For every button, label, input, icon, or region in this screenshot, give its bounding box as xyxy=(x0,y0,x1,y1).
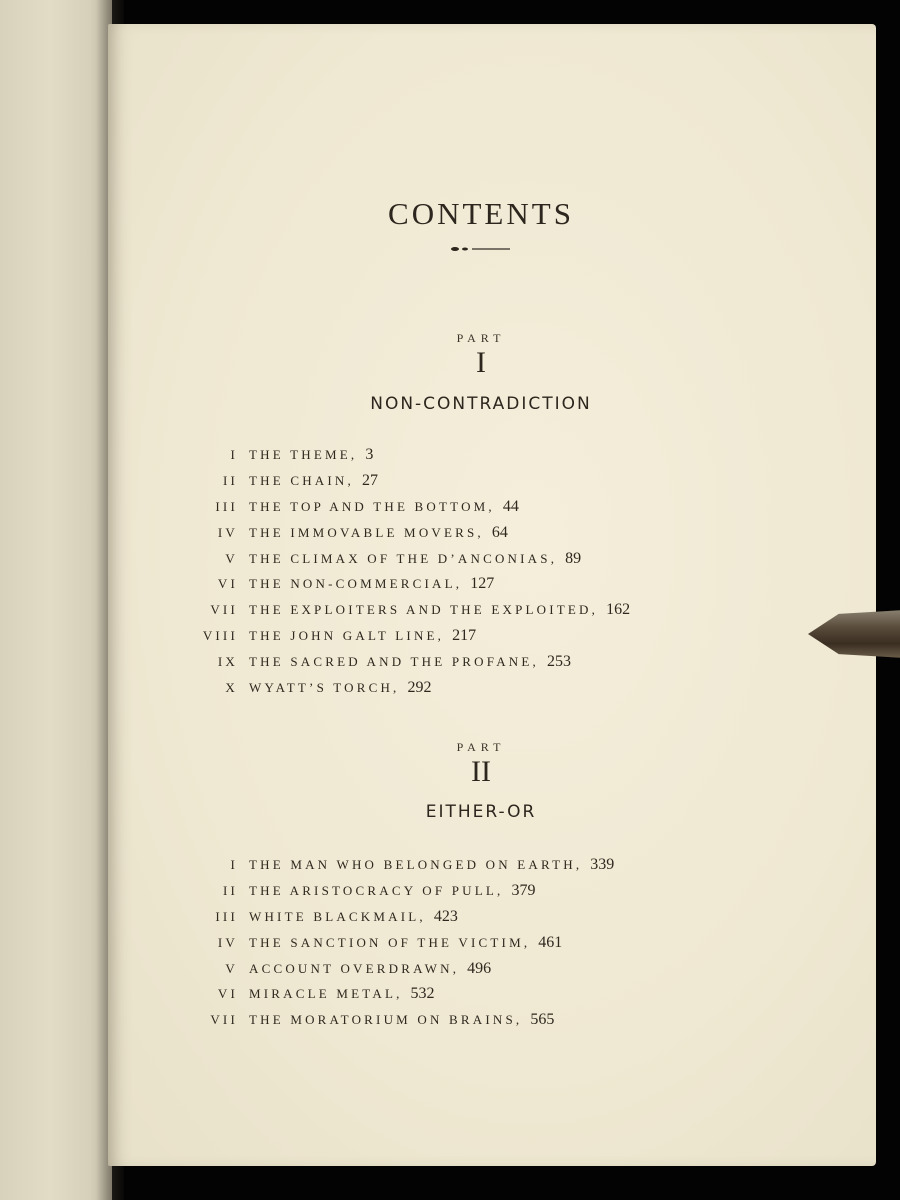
part-label: PART xyxy=(456,331,506,345)
chapter-entry[interactable] xyxy=(0,878,900,904)
part-numeral: II xyxy=(471,755,491,788)
chapter-entry[interactable] xyxy=(0,520,900,546)
chapter-entry[interactable] xyxy=(0,623,900,649)
chapter-number: VII xyxy=(210,602,238,618)
chapter-title: THE EXPLOITERS AND THE EXPLOITED, xyxy=(249,602,599,618)
chapter-number: VI xyxy=(217,576,238,592)
chapter-title: THE IMMOVABLE MOVERS, xyxy=(249,524,484,540)
chapter-number: III xyxy=(215,908,238,924)
chapter-entry[interactable] xyxy=(0,852,900,878)
chapter-title: THE SACRED AND THE PROFANE, xyxy=(249,654,539,670)
chapter-entry[interactable] xyxy=(0,956,900,982)
part-title: NON-CONTRADICTION xyxy=(370,394,592,414)
chapter-number: VI xyxy=(217,986,238,1002)
page-title: CONTENTS xyxy=(388,196,574,231)
chapter-list-part-2 xyxy=(0,852,900,1033)
chapter-title: THE ARISTOCRACY OF PULL, xyxy=(249,882,504,898)
chapter-title: ACCOUNT OVERDRAWN, xyxy=(249,960,460,976)
part-label: PART xyxy=(456,740,506,754)
chapter-number: IV xyxy=(217,524,238,540)
chapter-entry[interactable] xyxy=(0,546,900,572)
chapter-page-number: 44 xyxy=(502,497,519,515)
chapter-entry[interactable] xyxy=(0,571,900,597)
chapter-entry[interactable] xyxy=(0,675,900,701)
part-title: EITHER-OR xyxy=(425,802,537,822)
chapter-number: IX xyxy=(217,654,238,670)
chapter-title: THE SANCTION OF THE VICTIM, xyxy=(249,934,531,950)
chapter-entry[interactable] xyxy=(0,904,900,930)
chapter-number: VII xyxy=(210,1012,238,1028)
chapter-entry[interactable] xyxy=(0,1007,900,1033)
chapter-page-number: 379 xyxy=(511,881,536,899)
chapter-title: THE MAN WHO BELONGED ON EARTH, xyxy=(249,857,583,872)
chapter-title: THE NON-COMMERCIAL, xyxy=(249,576,463,592)
chapter-page-number: 565 xyxy=(530,1011,555,1029)
chapter-title: THE THEME, xyxy=(249,447,358,462)
chapter-title: THE JOHN GALT LINE, xyxy=(249,628,445,644)
chapter-number: III xyxy=(215,498,238,514)
chapter-page-number: 253 xyxy=(546,653,571,671)
chapter-page-number: 423 xyxy=(433,907,458,925)
chapter-entry[interactable] xyxy=(0,930,900,956)
chapter-page-number: 292 xyxy=(407,679,432,697)
chapter-page-number: 496 xyxy=(467,959,492,977)
chapter-number: X xyxy=(225,680,238,696)
chapter-entry[interactable] xyxy=(0,494,900,520)
chapter-page-number: 64 xyxy=(491,523,508,541)
chapter-entry[interactable] xyxy=(0,442,900,468)
chapter-page-number: 339 xyxy=(590,856,615,873)
chapter-page-number: 461 xyxy=(538,933,563,951)
chapter-number: II xyxy=(222,472,238,488)
chapter-entry[interactable] xyxy=(0,597,900,623)
chapter-number: IV xyxy=(217,934,238,950)
part-numeral: I xyxy=(476,346,486,379)
chapter-number: I xyxy=(230,447,238,462)
chapter-title: THE TOP AND THE BOTTOM, xyxy=(249,498,495,514)
chapter-entry[interactable] xyxy=(0,468,900,494)
chapter-title: WYATT’S TORCH, xyxy=(249,680,400,696)
chapter-entry[interactable] xyxy=(0,649,900,675)
chapter-title: THE CLIMAX OF THE D’ANCONIAS, xyxy=(249,550,558,566)
chapter-number: I xyxy=(230,857,238,872)
chapter-number: V xyxy=(225,960,238,976)
chapter-title: WHITE BLACKMAIL, xyxy=(249,908,426,924)
chapter-title: MIRACLE METAL, xyxy=(249,986,403,1002)
chapter-page-number: 27 xyxy=(361,471,378,489)
chapter-page-number: 217 xyxy=(452,627,477,645)
chapter-list-part-1 xyxy=(0,442,900,701)
chapter-page-number: 127 xyxy=(470,575,495,593)
chapter-page-number: 89 xyxy=(565,549,582,567)
chapter-number: II xyxy=(222,882,238,898)
chapter-page-number: 162 xyxy=(606,601,631,619)
chapter-entry[interactable] xyxy=(0,981,900,1007)
chapter-number: V xyxy=(225,550,238,566)
chapter-page-number: 3 xyxy=(365,446,374,463)
chapter-page-number: 532 xyxy=(410,985,435,1003)
chapter-number: VIII xyxy=(202,628,238,644)
chapter-title: THE MORATORIUM ON BRAINS, xyxy=(249,1012,523,1028)
title-ornament xyxy=(450,246,512,252)
chapter-title: THE CHAIN, xyxy=(249,472,354,488)
